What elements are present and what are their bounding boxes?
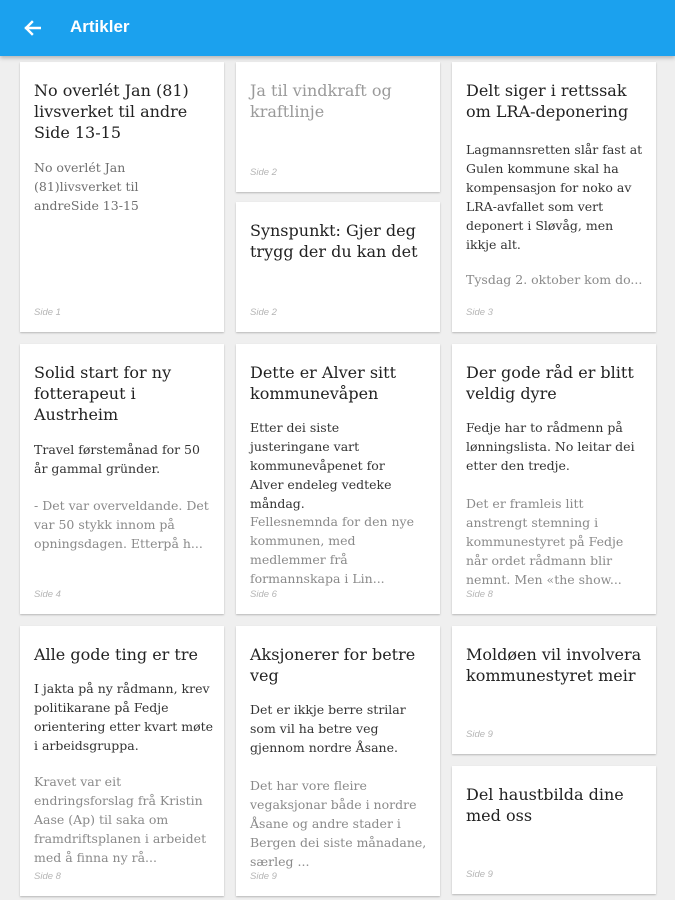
article-lead: I jakta på ny rådmann, krev politikarane på Fedje orientering etter kvart møte i arbeidsgruppa. bbox=[34, 681, 214, 753]
article-lead: Lagmannsretten slår fast at Gulen kommune skal ha kompensasjon for noko av LRA-avfallet som vert deponert i Sløvåg, men ikkje alt. bbox=[466, 142, 643, 252]
article-lead: Det er ikkje berre strilar som vil ha betre veg gjennom nordre Åsane. bbox=[250, 702, 406, 755]
article-lead: No overlét Jan (81)livsverket til andreSide 13-15 bbox=[34, 160, 139, 213]
article-card[interactable] bbox=[452, 344, 656, 614]
article-card[interactable] bbox=[20, 62, 224, 332]
article-body: Det er framleis litt anstrengt stemning i kommunestyret på Fedje når ordet rådmann blir nemnt. Men «the show... bbox=[466, 496, 624, 587]
article-card[interactable] bbox=[452, 62, 656, 332]
page-number: Side 3 bbox=[466, 307, 493, 318]
article-card[interactable] bbox=[236, 344, 440, 614]
article-title: Synspunkt: Gjer deg trygg der du kan det bbox=[250, 221, 418, 261]
article-title: Der gode råd er blitt veldig dyre bbox=[466, 363, 634, 403]
article-card[interactable] bbox=[236, 626, 440, 896]
page-title: Artikler bbox=[70, 17, 130, 36]
page-number: Side 1 bbox=[34, 307, 61, 318]
article-body: Det har vore fleire vegaksjonar både i nordre Åsane og andre stader i Bergen dei siste månadane, særleg ... bbox=[250, 778, 427, 869]
article-card[interactable] bbox=[452, 766, 656, 894]
article-lead: Fedje har to rådmenn på lønningslista. No leitar dei etter den tredje. bbox=[466, 420, 635, 473]
page-number: Side 9 bbox=[250, 871, 277, 882]
article-card[interactable] bbox=[236, 202, 440, 332]
article-title: Dette er Alver sitt kommunevåpen bbox=[250, 363, 397, 403]
article-card[interactable] bbox=[20, 344, 224, 614]
article-card[interactable] bbox=[452, 626, 656, 754]
page-number: Side 8 bbox=[34, 871, 61, 882]
article-title: Solid start for ny fotterapeut i Austrheim bbox=[34, 363, 172, 424]
article-card[interactable] bbox=[20, 626, 224, 896]
page-number: Side 9 bbox=[466, 869, 493, 880]
article-title: Moldøen vil involvera kommunestyret meir bbox=[466, 645, 642, 685]
page-number: Side 6 bbox=[250, 589, 277, 600]
article-title: Ja til vindkraft og kraftlinje bbox=[250, 81, 392, 121]
page-number: Side 2 bbox=[250, 167, 277, 178]
article-body: Kravet var eit endringsforslag frå Kristin Aase (Ap) til saka om framdriftsplanen i arbeidet med å finna ny rå... bbox=[34, 774, 207, 865]
article-card[interactable] bbox=[236, 62, 440, 192]
page-number: Side 8 bbox=[466, 589, 493, 600]
article-title: Alle gode ting er tre bbox=[34, 645, 198, 664]
page-number: Side 2 bbox=[250, 307, 277, 318]
page-number: Side 4 bbox=[34, 589, 61, 600]
article-title: Delt siger i rettssak om LRA-deponering bbox=[466, 81, 629, 121]
article-title: Del haustbilda dine med oss bbox=[466, 785, 624, 825]
article-title: Aksjonerer for betre veg bbox=[250, 645, 416, 685]
app-bar bbox=[0, 0, 675, 56]
article-lead: Etter dei siste justeringane vart kommunevåpenet for Alver endeleg vedteke måndag. bbox=[250, 420, 392, 511]
article-body: Fellesnemnda for den nye kommunen, med medlemmer frå formannskapa i Lin... bbox=[250, 514, 415, 586]
article-title: No overlét Jan (81) livsverket til andre Side 13-15 bbox=[34, 81, 189, 142]
article-body: - Det var overveldande. Det var 50 stykk innom på opningsdagen. Etterpå h... bbox=[34, 498, 209, 551]
article-lead: Travel førstemånad for 50 år gammal gründer. bbox=[34, 442, 200, 476]
article-body: Tysdag 2. oktober kom do... bbox=[466, 272, 643, 287]
page-number: Side 9 bbox=[466, 729, 493, 740]
arrow-left-icon[interactable] bbox=[20, 16, 44, 40]
